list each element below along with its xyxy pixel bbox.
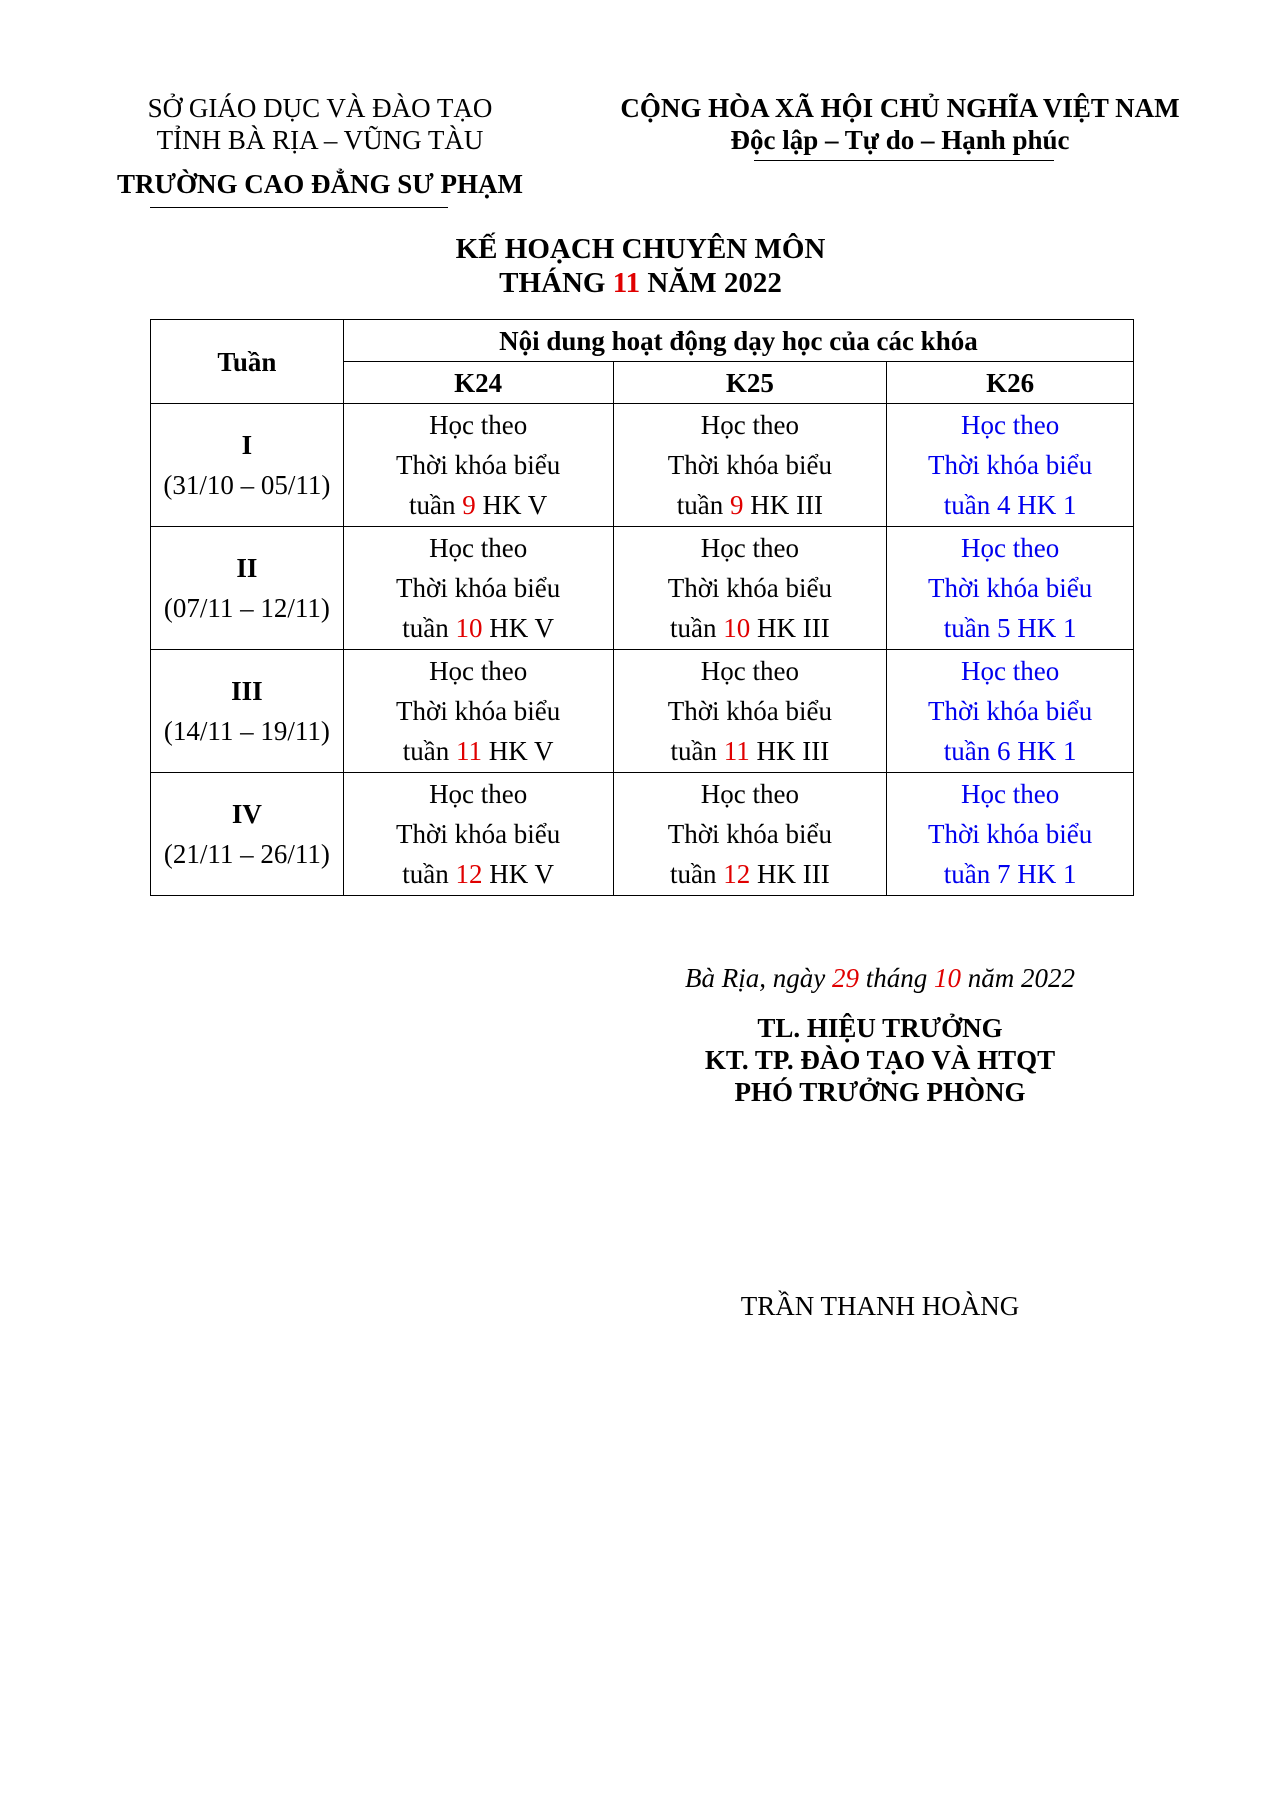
cell-line1: Học theo: [961, 533, 1060, 563]
k24-cell: [343, 527, 613, 650]
term: HK V: [475, 490, 548, 520]
cell-line3: [887, 731, 1133, 771]
province-name: TỈNH BÀ RỊA – VŨNG TÀU: [156, 125, 484, 155]
date-month-word: tháng: [858, 963, 934, 993]
week-cell: [151, 773, 344, 896]
cell-line2: Thời khóa biểu: [396, 450, 561, 480]
k26-cell: [887, 650, 1134, 773]
issuing-authority: [100, 92, 540, 200]
department-name: SỞ GIÁO DỤC VÀ ĐÀO TẠO: [147, 93, 493, 123]
week-index: 7: [996, 859, 1011, 889]
cell-line3: [344, 608, 613, 648]
week-index: 5: [996, 613, 1011, 643]
k24-cell: [343, 773, 613, 896]
date-day: 29: [831, 963, 859, 993]
term: HK III: [750, 859, 830, 889]
cell-line1: Học theo: [700, 656, 799, 686]
cell-line1: Học theo: [700, 410, 799, 440]
term: HK 1: [1010, 736, 1077, 766]
cell-line2: Thời khóa biểu: [927, 696, 1093, 726]
week-index: 11: [723, 736, 750, 766]
week-cell: [151, 404, 344, 527]
date-prefix: Bà Rịa, ngày: [685, 963, 832, 993]
plan-table: [150, 319, 1134, 896]
cell-line1: Học theo: [429, 779, 528, 809]
week-number: I: [241, 430, 253, 460]
week-index: 11: [456, 736, 483, 766]
week-index: 10: [723, 613, 751, 643]
cell-line3: [344, 731, 613, 771]
term: HK 1: [1010, 859, 1077, 889]
title-year: NĂM 2022: [640, 267, 782, 299]
week-number: III: [231, 676, 263, 706]
week-word: tuần: [943, 490, 997, 520]
content-header: Nội dung hoạt động dạy học của các khóa: [343, 320, 1133, 362]
table-row: [151, 404, 1134, 527]
k26-cell: [887, 527, 1134, 650]
week-word: tuần: [402, 613, 456, 643]
week-word: tuần: [943, 859, 997, 889]
week-number: II: [236, 553, 258, 583]
date-year: năm 2022: [961, 963, 1075, 993]
term: HK V: [482, 859, 555, 889]
week-index: 12: [723, 859, 751, 889]
week-cell: [151, 527, 344, 650]
motto: Độc lập – Tự do – Hạnh phúc: [730, 125, 1070, 155]
cell-line1: Học theo: [429, 656, 528, 686]
k26-cell: [887, 773, 1134, 896]
title-month-prefix: THÁNG: [499, 267, 613, 299]
week-header: Tuần: [151, 320, 344, 404]
term: HK 1: [1010, 490, 1077, 520]
cell-line3: [614, 485, 887, 525]
week-index: 12: [455, 859, 483, 889]
signer-name: TRẦN THANH HOÀNG: [740, 1291, 1020, 1321]
signer-title: [600, 1012, 1160, 1108]
week-word: tuần: [670, 859, 724, 889]
table-row: [151, 650, 1134, 773]
k25-cell: [613, 527, 887, 650]
cell-line2: Thời khóa biểu: [396, 696, 561, 726]
motto-underline: [754, 160, 1054, 161]
term: HK III: [743, 490, 823, 520]
cell-line3: [887, 854, 1133, 894]
cohort-header-k24: K24: [343, 362, 613, 404]
table-header-row: [151, 320, 1134, 362]
cell-line2: Thời khóa biểu: [927, 819, 1093, 849]
term: HK III: [749, 736, 830, 766]
sign-date: [600, 962, 1160, 994]
cohort-header-k26: K26: [887, 362, 1134, 404]
cell-line1: Học theo: [961, 779, 1060, 809]
week-index: 9: [730, 490, 744, 520]
school-name: TRƯỜNG CAO ĐẲNG SƯ PHẠM: [117, 169, 523, 199]
week-cell: [151, 650, 344, 773]
cell-line3: [887, 485, 1133, 525]
k26-cell: [887, 404, 1134, 527]
date-month: 10: [934, 963, 961, 993]
k24-cell: [343, 650, 613, 773]
title-month: 11: [612, 267, 641, 299]
k25-cell: [613, 650, 887, 773]
week-word: tuần: [943, 736, 997, 766]
cell-line2: Thời khóa biểu: [927, 573, 1093, 603]
cell-line2: Thời khóa biểu: [667, 696, 832, 726]
week-range: (31/10 – 05/11): [163, 470, 331, 500]
cell-line3: [614, 854, 887, 894]
cohort-header-k25: K25: [613, 362, 887, 404]
week-index: 4: [996, 490, 1011, 520]
cell-line3: [344, 485, 613, 525]
week-word: tuần: [676, 490, 731, 520]
k25-cell: [613, 404, 887, 527]
signer-title-line1: TL. HIỆU TRƯỞNG: [757, 1013, 1003, 1043]
week-word: tuần: [943, 613, 997, 643]
cell-line1: Học theo: [961, 656, 1060, 686]
cell-line3: [614, 608, 887, 648]
country-name: CỘNG HÒA XÃ HỘI CHỦ NGHĨA VIỆT NAM: [620, 93, 1180, 123]
school-underline: [150, 207, 448, 208]
cell-line3: [344, 854, 613, 894]
k25-cell: [613, 773, 887, 896]
week-range: (07/11 – 12/11): [163, 593, 330, 623]
cell-line2: Thời khóa biểu: [396, 819, 561, 849]
table-row: [151, 527, 1134, 650]
title-line2: [0, 266, 1281, 300]
week-number: IV: [231, 799, 262, 829]
cell-line1: Học theo: [700, 779, 799, 809]
week-word: tuần: [670, 736, 724, 766]
cell-line1: Học theo: [429, 533, 528, 563]
signer-title-line3: PHÓ TRƯỞNG PHÒNG: [734, 1077, 1026, 1107]
signer-title-line2: KT. TP. ĐÀO TẠO VÀ HTQT: [704, 1045, 1056, 1075]
cell-line3: [887, 608, 1133, 648]
cell-line1: Học theo: [700, 533, 799, 563]
week-range: (21/11 – 26/11): [163, 839, 330, 869]
k24-cell: [343, 404, 613, 527]
week-word: tuần: [402, 859, 456, 889]
term: HK V: [482, 613, 555, 643]
cell-line2: Thời khóa biểu: [667, 573, 832, 603]
week-range: (14/11 – 19/11): [163, 716, 330, 746]
cell-line3: [614, 731, 887, 771]
national-motto: [590, 92, 1210, 156]
document-title: [0, 232, 1281, 300]
term: HK 1: [1010, 613, 1077, 643]
week-index: 6: [996, 736, 1011, 766]
cell-line1: Học theo: [429, 410, 528, 440]
term: HK V: [482, 736, 554, 766]
week-word: tuần: [402, 736, 457, 766]
cell-line2: Thời khóa biểu: [667, 819, 832, 849]
term: HK III: [750, 613, 830, 643]
week-word: tuần: [670, 613, 724, 643]
week-index: 10: [455, 613, 483, 643]
week-word: tuần: [409, 490, 463, 520]
cell-line1: Học theo: [961, 410, 1060, 440]
week-index: 9: [462, 490, 476, 520]
title-line1: KẾ HOẠCH CHUYÊN MÔN: [455, 233, 826, 265]
cell-line2: Thời khóa biểu: [667, 450, 832, 480]
cell-line2: Thời khóa biểu: [396, 573, 561, 603]
table-row: [151, 773, 1134, 896]
cell-line2: Thời khóa biểu: [927, 450, 1093, 480]
